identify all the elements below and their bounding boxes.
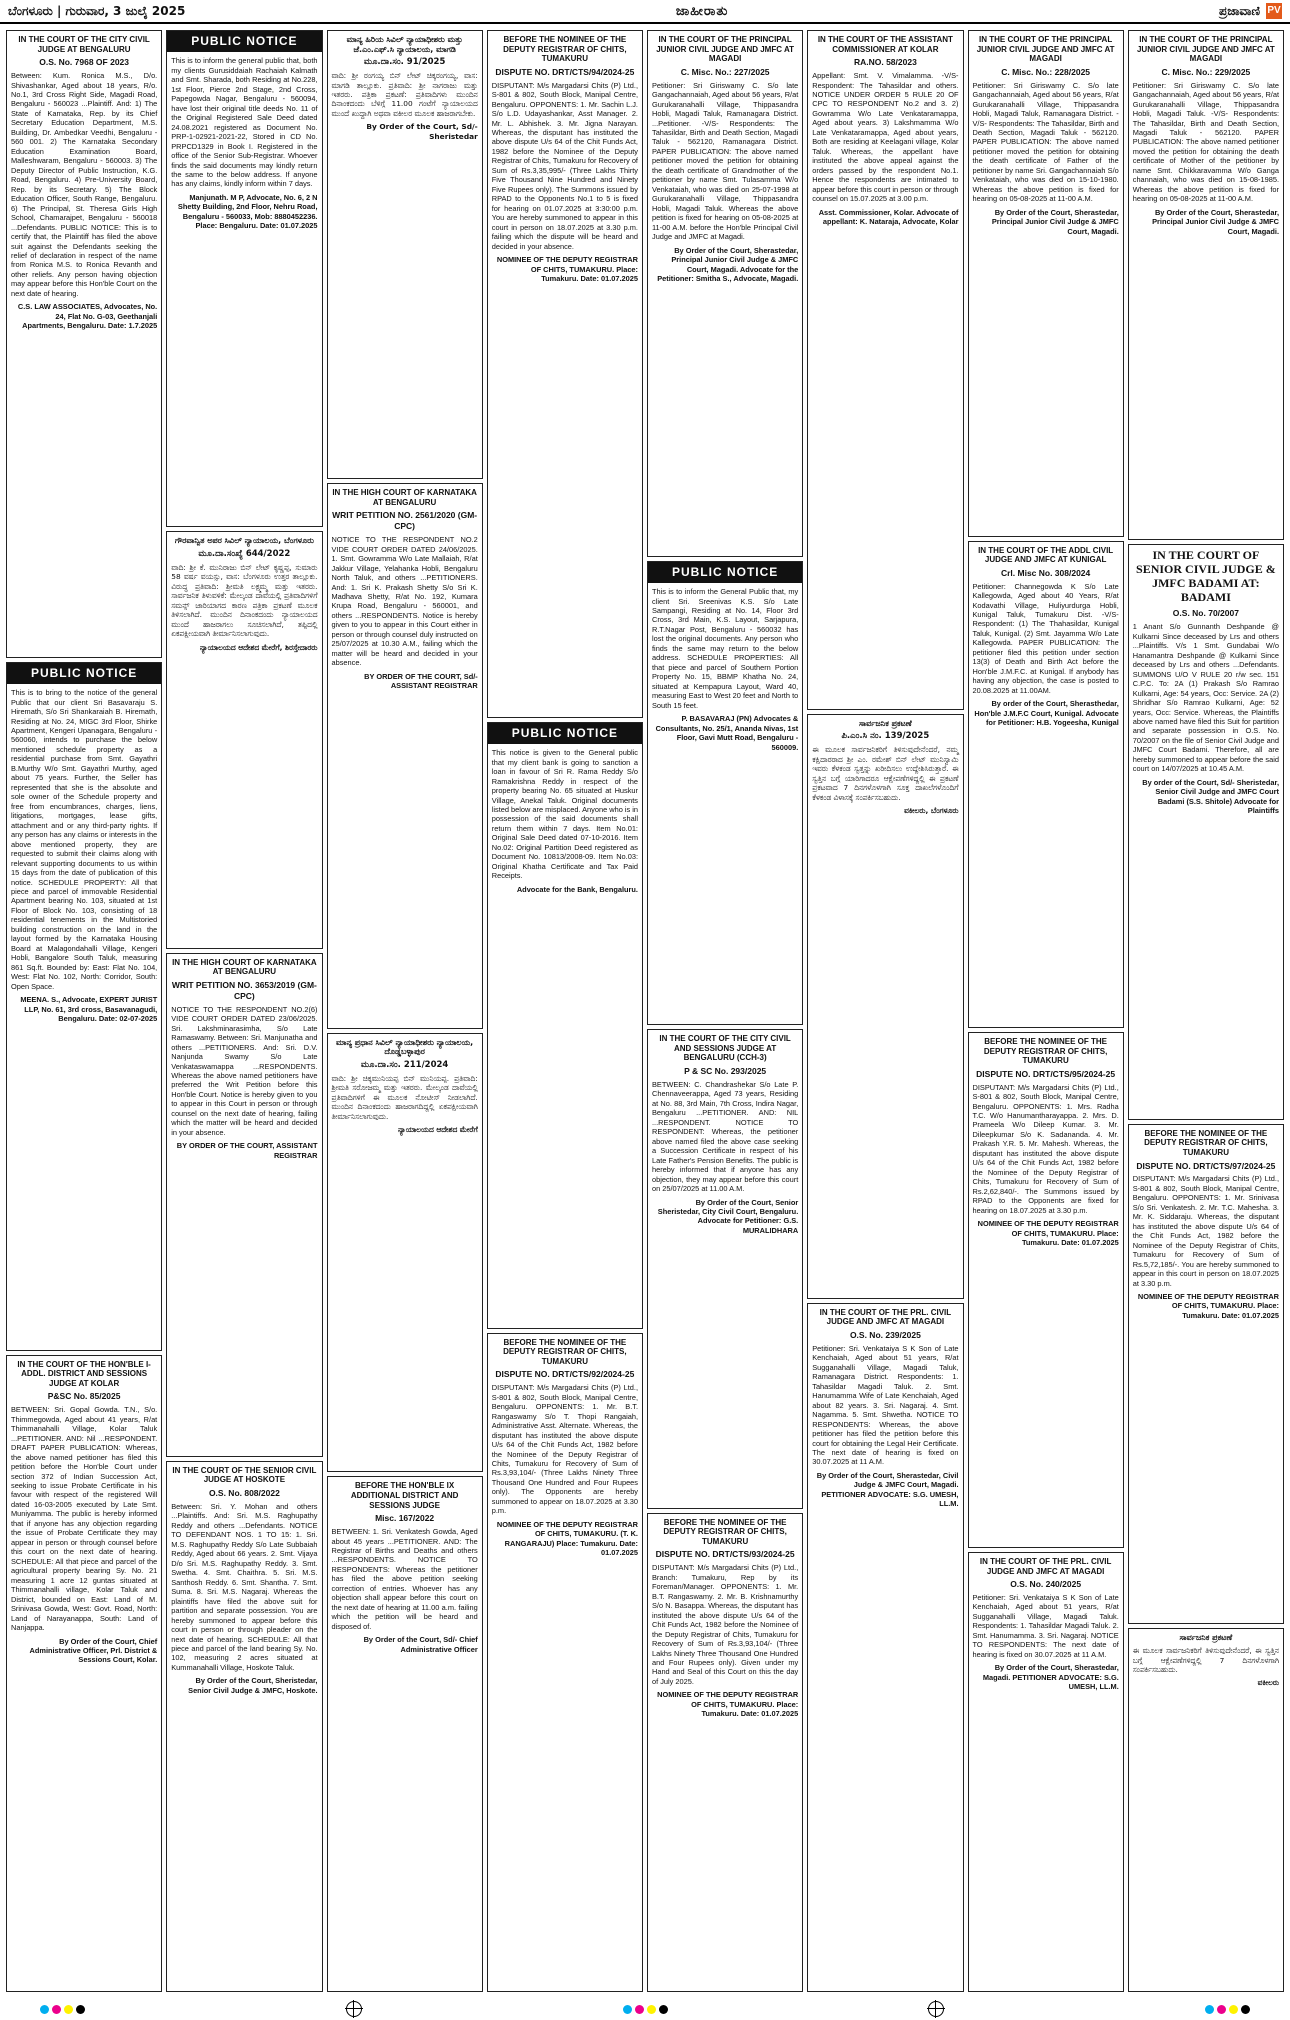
legal-notice xyxy=(327,1476,483,1992)
legal-notice xyxy=(647,1029,803,1508)
notice-heading: IN THE COURT OF THE SENIOR CIVIL JUDGE AT HOSKOTE xyxy=(172,1465,317,1485)
publication-logo-icon: PV xyxy=(1266,3,1282,19)
notice-signature: Advocate for the Bank, Bengaluru. xyxy=(516,884,638,894)
notice-banner: PUBLIC NOTICE xyxy=(7,663,161,684)
notice-heading: IN THE COURT OF THE PRL. CIVIL JUDGE AND JMFC AT MAGADI xyxy=(819,1307,952,1327)
notice-signature: By order of the Court, Sd/- Sheristedar, Senior Civil Judge and JMFC Court Badami (S.S. Shitole) Advocate for Plaintiffs xyxy=(1142,777,1279,816)
legal-notice xyxy=(166,953,322,1457)
notice-body: BETWEEN: 1. Sri. Venkatesh Gowda, Aged about 45 years ...PETITIONER. AND: The Registrar of Births and Deaths and others ...RESPONDENTS. NOTICE TO RESPONDENTS: Whereas the petitioner has filed the above petition seeking correction of entries. Whoever has any objection shall appear before this court on the next date of hearing at 11.00 a.m. failing which the petition will be heard and disposed of. xyxy=(331,1527,478,1631)
notice-body: BETWEEN: Sri. Gopal Gowda. T.N., S/o. Thimmegowda, Aged about 41 years, R/at Thimmanahalli Village, Kolar Taluk ...PETITIONER. AND: Nil ...RESPONDENT. DRAFT PAPER PUBLICATION: Whereas, the above named petitioner has filed this petition before the Hon'ble Court under section 372 of Indian Succession Act, seeking to issue Probate Certificate in his favour with respect of the registered Will dated 16-03-2005 executed by Late Smt. Muniyamma. The public is hereby informed that if anyone has any objection regarding the issue of Probate Certificate they may appear in person or through counsel before this court on the next date of hearing. SCHEDULE: All that piece and parcel of the agricultural property bearing Sy. No. 21 measuring 1 acre 12 guntas situated at Thimmanahalli village, Kolar Taluk and District, bounded on East: Land of M. Srinivasa Gowda, West: Govt. Road, North: Land of Narayanappa, South: Land of Nanjappa. xyxy=(11,1405,158,1633)
notice-signature: ನ್ಯಾಯಾಲಯದ ಆದೇಶದ ಮೇರೆಗೆ, ಶಿರಸ್ತೇದಾರರು xyxy=(199,642,318,652)
notice-signature: MEENA. S., Advocate, EXPERT JURIST LLP, No. 61, 3rd cross, Basavanagudi, Bengaluru. Date: 02-07-2025 xyxy=(20,995,158,1024)
legal-notice xyxy=(968,541,1124,1028)
legal-notice xyxy=(1128,1124,1284,1625)
print-registration-marks xyxy=(0,1998,1290,2020)
legal-notice xyxy=(647,30,803,557)
notice-signature: NOMINEE OF THE DEPUTY REGISTRAR OF CHITS, TUMAKURU. Place: Tumakuru. Date: 01.07.2025 xyxy=(1137,1292,1279,1320)
notice-heading: IN THE COURT OF THE CITY CIVIL JUDGE AT BENGALURU xyxy=(18,35,150,54)
case-number: P & SC No. 293/2025 xyxy=(684,1066,767,1077)
notice-heading: IN THE COURT OF THE PRINCIPAL JUNIOR CIVIL JUDGE AND JMFC AT MAGADI xyxy=(976,35,1115,64)
notice-heading: IN THE COURT OF THE PRINCIPAL JUNIOR CIVIL JUDGE AND JMFC AT MAGADI xyxy=(1136,35,1275,64)
notice-body: Petitioner: Sri Giriswamy C. S/o late Gangachannaiah, Aged about 56 years, R/at Gurukaranahalli Village, Thippasandra Hobli, Magadi Taluk, Ramanagara District. ...Petitioner. -V/S- Respondents: The Tahasildar, Birth and Death Section, Magadi Taluk - 562120, Ramanagara District. PAPER PUBLICATION: The above named petitioner moved the petition for obtaining the death certificate of Grandmother of the petitioner by name Smt. Tulasamma W/o Venkataiah, who was died on 25-07-1998 at Gurukaranahalli Village, Thippasandra Hobli, Magadi Taluk. Whereas the above petition is fixed for hearing on 05-08-2025 at 11-00 A.M. before the Hon'ble Principal Civil Judge and JMFC at Magadi. xyxy=(652,80,799,242)
notice-heading: BEFORE THE NOMINEE OF THE DEPUTY REGISTRAR OF CHITS, TUMAKURU xyxy=(503,1337,627,1366)
case-number: WRIT PETITION NO. 3653/2019 (GM-CPC) xyxy=(171,979,317,1001)
notice-signature: Asst. Commissioner, Kolar. Advocate of appellant: K. Nataraja, Advocate, Kolar xyxy=(818,207,959,227)
notice-heading: IN THE HIGH COURT OF KARNATAKA AT BENGALURU xyxy=(332,488,477,507)
notice-body: Petitioner: Sri. Venkataiya S K Son of Late Kenchaiah, Aged about 51 years, R/at Sugganahalli Village, Magadi Taluk. Respondents: 1. Tahasildar Magadi Taluk. 2. Smt. Hanumamma. 3. Sri. Nagaraj. NOTICE TO RESPONDENTS: The next date of hearing is fixed on 30.07.2025 at 11 A.M. xyxy=(972,1592,1119,1659)
color-bar-center xyxy=(623,2005,668,2014)
notice-heading: ಮಾನ್ಯ ಪ್ರಧಾನ ಸಿವಿಲ್ ನ್ಯಾಯಾಧೀಶರು ನ್ಯಾಯಾಲಯ, ದೊಡ್ಡಬಳ್ಳಾಪುರ xyxy=(336,1037,474,1057)
case-number: ಪಿ.ಎಂ.ಸಿ ನಂ. 139/2025 xyxy=(841,731,930,742)
notice-body: ಈ ಮೂಲಕ ಸಾರ್ವಜನಿಕರಿಗೆ ತಿಳಿಸುವುದೇನೆಂದರೆ, ನಮ್ಮ ಕಕ್ಷಿದಾರರಾದ ಶ್ರೀ ಎಂ. ರಮೇಶ್ ಬಿನ್ ಲೇಟ್ ಮುನಿಸ್ವಾಮಿ ಇವರು ಕೆಳಕಂಡ ಸ್ವತ್ತನ್ನು ಖರೀದಿಸಲು ಉದ್ದೇಶಿಸಿರುತ್ತಾರೆ. ಈ ಸ್ವತ್ತಿನ ಬಗ್ಗೆ ಯಾರಿಗಾದರೂ ಆಕ್ಷೇಪಣೆಗಳಿದ್ದಲ್ಲಿ ಈ ಪ್ರಕಟಣೆ ಪ್ರಕಟವಾದ 7 ದಿನಗಳೊಳಗಾಗಿ ಸೂಕ್ತ ದಾಖಲೆಗಳೊಂದಿಗೆ ಕೆಳಕಂಡ ವಿಳಾಸಕ್ಕೆ ಸಂಪರ್ಕಿಸಬಹುದು. xyxy=(812,745,959,802)
notice-body: Petitioner: Sri Giriswamy C. S/o late Gangachannaiah, Aged about 56 years, R/at Gurukaranahalli Village, Thippasandra Hobli, Magadi Taluk, Ramanagara District. -V/S- Respondents: The Tahasildar, Birth and Death Section, Magadi Taluk - 562120. PAPER PUBLICATION: The above named petitioner moved the petition for obtaining the death certificate of Father of the petitioner by name Sri. Gangachannaiah S/o Venkataiah, who was died on 15-10-1980. Whereas the above petition is fixed for hearing on 05-08-2025 at 11-00 A.M. xyxy=(972,80,1119,204)
notice-body: DISPUTANT: M/s Margadarsi Chits (P) Ltd., S-801 & 802, South Block, Manipal Centre, Bengaluru. OPPONENTS: 1. Mr. B.T. Rangaswamy S/o T. Thopi Rangaiah, Administrative Asst. Alternate. Whereas, the disputant has instituted the above dispute U/s 64 of the Chit Funds Act, 1982 before the Nominee of the Deputy Registrar of Chits, Tumakuru for Recovery of Sum of Rs.3,93,104/- (Three Lakhs Ninety Three Thousand One Hundred and Four Rupees only). The Opponents are hereby summoned to appear on 18.07.2025 at 3.30 p.m. xyxy=(491,1383,638,1516)
notice-signature: By Order of the Court, Sheristedar, Senior Civil Judge & JMFC, Hoskote. xyxy=(188,1676,318,1695)
notice-heading: IN THE COURT OF THE PRL. CIVIL JUDGE AND JMFC AT MAGADI xyxy=(979,1556,1112,1576)
masthead xyxy=(0,0,1290,24)
publication-name xyxy=(1219,3,1282,19)
notice-heading: BEFORE THE NOMINEE OF THE DEPUTY REGISTRAR OF CHITS, TUMAKURU xyxy=(503,35,627,64)
notice-body: DISPUTANT: M/s Margadarsi Chits (P) Ltd., S-801 & 802, South Block, Manipal Centre, Bengaluru. OPPONENTS: 1. Mr. Sachin L.J. S/o L.D. Udayashankar, Asst Manager. 2. Mr. L. Abhishek. 3. Mr. Jigna Narayan. Whereas, the disputant has instituted the above dispute U/s 64 of the Chit Funds Act, 1982 before the Nominee of the Deputy Registrar of Chits, Tumakuru for Recovery of Sum of Rs.3,35,995/- (Three Lakhs Thirty Five Thousand Nine Hundred and Ninety Five Rupees only). The Summons issued by RPAD to the Opponents No.1 to 5 is fixed for hearing on 01.07.2025 at 3:30:00 p.m. You are hereby summoned to appear in this court in person on 18.07.2025 at 3.30 p.m. failing which the dispute will be heard and decided in your absence. xyxy=(491,80,638,251)
notice-signature: By Order of the Court, Sherastedar, Civil Judge & JMFC Court, Magadi. PETITIONER ADVOCATE: S.G. UMESH, LL.M. xyxy=(816,1470,959,1509)
notice-body: Between: Kum. Ronica M.S., D/o. Shivashankar, Aged about 18 years, R/o. No.1, 3rd Cross Right Side, Magadi Road, Bengaluru - 560023 ...Plaintiff. And: 1) The State of Karnataka, Rep. by its Chief Secretary Education Department, M.S. Building, Dr. Ambedkar Veedhi, Bengaluru - 560 001. 2) The Karnataka Secondary Education Examination Board, Malleshwaram, Bengaluru - 560003. 3) The Deputy Director of Public Instruction, K.G. Road, Bengaluru. 4) Pre-University Board, Rep. by its Secretary. 5) The Block Education Officer, South Range, Bengaluru. 6) The Principal, St. Theresa Girls High School, Chamarajpet, Bengaluru - 560018 ...Defendants. PUBLIC NOTICE: This is to certify that, the Plaintiff has filed the above suit against the Defendants seeking the relief of declaration in respect of the name from Ronica M.S. to Ronica Revanth and other reliefs. Any person having objection may appear before this Hon'ble Court on the next date of hearing. xyxy=(11,71,158,298)
legal-notice xyxy=(1128,1628,1284,1992)
legal-notice xyxy=(6,662,162,1351)
column-8 xyxy=(1128,30,1284,1992)
notice-heading: ಸಾರ್ವಜನಿಕ ಪ್ರಕಟಣೆ xyxy=(859,718,912,728)
notice-body: ಈ ಮೂಲಕ ಸಾರ್ವಜನಿಕರಿಗೆ ತಿಳಿಸುವುದೇನೆಂದರೆ, ಈ ಸ್ವತ್ತಿನ ಬಗ್ಗೆ ಆಕ್ಷೇಪಣೆಗಳಿದ್ದಲ್ಲಿ 7 ದಿನಗಳೊಳಗಾಗಿ ಸಂಪರ್ಕಿಸಬಹುದು. xyxy=(1132,1646,1279,1674)
notice-body: Petitioner: Channegowda K S/o Late Kallegowda, Aged about 40 Years, R/at Kodavathi Village, Huliyurdurga Hobli, Kunigal Taluk, Tumakuru Dist. -V/S- Respondent: (1) The Thahasildar, Kunigal Taluk, Kunigal. (2) Smt. Jayamma W/o Late Kallegowda. PAPER PUBLICATION: The petitioner filed this petition under section 13(3) of Death and Birth Act before the Hon'ble J.M.F.C. at Kunigal. If anybody has having any objection, the case is posted to 20.08.2025 at 11.00AM. xyxy=(972,581,1119,695)
publication-label: ಪ್ರಜಾವಾಣಿ xyxy=(1219,3,1260,18)
legal-notice xyxy=(968,30,1124,537)
case-number: C. Misc. No.: 229/2025 xyxy=(1161,66,1251,77)
notice-heading: ಸಾರ್ವಜನಿಕ ಪ್ರಕಟಣೆ xyxy=(1179,1633,1233,1643)
date-line: ಬೆಂಗಳೂರು | ಗುರುವಾರ, 3 ಜುಲೈ 2025 xyxy=(8,3,186,18)
notice-signature: By Order of the Court, Sd/- Chief Administrative Officer xyxy=(363,1635,478,1654)
notice-banner: PUBLIC NOTICE xyxy=(167,31,321,52)
legal-notice xyxy=(1128,30,1284,540)
crosshair-icon xyxy=(346,2001,362,2017)
notice-body: This is to inform the general public that, both my clients Gurusiddaiah Rachaiah Kalmath and Smt. Sharada, both Residing at No.228, 1st Floor, Pierce 2nd Stage, 2nd Cross, Papegowda Nagar, Bengaluru - 560094, have lost their original title deeds No. 11 of the Original Registered Sale Deed dated 24.08.2021 registered as Document No. PRP-1-02921-2021-22, Stored in CD No. PRPCD1329 in Book I. Registered in the office of the Senior Sub-Registrar. Whoever finds the said documents may kindly return the same to the below address. If anyone has any claims, kindly inform within 7 days. xyxy=(171,56,318,189)
column-7 xyxy=(968,30,1124,1992)
legal-notice xyxy=(327,483,483,1028)
notice-body: 1 Anant S/o Gunnanth Deshpande @ Kulkarni Since deceased by Lrs and others ...Plaintiffs. V/s 1 Smt. Gundabai W/o Hanamantra Deshpande @ Kulkarni Since deceased by Lrs and others ...Defendants. SUMMONS U/O V RULE 20 r/w sec. 151 C.P.C. To: 2A (1) Prakash S/o Ramrao Kulkarni, Age: 54 years, Occ: Service. 2A (2) Shridhar S/o Ramrao Kulkarni, Age: 52 years, Occ: Service. Whereas, the Plaintiffs above named have filed this Suit for partition and separate possession in O.S. No. 70/2007 on the file of Senior Civil Judge and JMFC Court Badami. Therefore, all are hereby summoned to appear before the said court on 14/07/2025 at 10.45 A.M. xyxy=(1132,622,1279,774)
color-bar-right xyxy=(1205,2005,1250,2014)
case-number: DISPUTE NO. DRT/CTS/97/2024-25 xyxy=(1136,1160,1276,1171)
notice-heading: IN THE COURT OF THE CITY CIVIL AND SESSIONS JUDGE AT BENGALURU (CCH-3) xyxy=(659,1034,791,1063)
legal-notice xyxy=(166,1461,322,1992)
notice-body: ವಾದಿ: ಶ್ರೀ ರಂಗಯ್ಯ ಬಿನ್ ಲೇಟ್ ಚಿಕ್ಕರಂಗಯ್ಯ, ವಾಸ: ಮಾಗಡಿ ತಾಲ್ಲೂಕು. ಪ್ರತಿವಾದಿ: ಶ್ರೀ ನಾಗರಾಜು ಮತ್ತು ಇತರರು. ಪತ್ರಿಕಾ ಪ್ರಕಟಣೆ: ಪ್ರತಿವಾದಿಗಳು ಮುಂದಿನ ದಿನಾಂಕದಂದು ಬೆಳಿಗ್ಗೆ 11.00 ಗಂಟೆಗೆ ನ್ಯಾಯಾಲಯದ ಮುಂದೆ ಖುದ್ದಾಗಿ ಅಥವಾ ವಕೀಲರ ಮೂಲಕ ಹಾಜರಾಗಬೇಕು. xyxy=(331,71,478,118)
notice-body: This is to inform the General Public that, my client Sri. Sreenivas K.S. S/o Late Sampangi, Residing at No. 14, Floor 3rd Cross, 3rd Main, K.S. Layout, Sarjapura, R.T.Nagar Post, Bengaluru - 560032 has lost the original documents. Any person who finds the same may return to the below address. SCHEDULE PROPERTIES: All that piece and parcel of Southern Portion Property No. 15, BBMP Khatha No. 24, situated at Kempapura Layout, Ward 40, measuring East to West 20 feet and North to South 15 feet. xyxy=(652,587,799,710)
notice-signature: ವಕೀಲರು xyxy=(1257,1678,1279,1688)
notice-heading: BEFORE THE HON'BLE IX ADDITIONAL DISTRICT AND SESSIONS JUDGE xyxy=(350,1481,459,1510)
notice-signature: By Order of the Court, Sherastedar, Principal Junior Civil Judge & JMFC Court, Magadi. Advocate for the Petitioner: Smitha S., Advocate, Magadi. xyxy=(657,245,799,284)
notice-body: This notice is given to the General public that my client bank is going to sanction a loan in favour of Sri R. Rama Reddy S/o Ramakrishna Reddy in respect of the property bearing No. 65 situated at Huskur Village, Anekal Taluk. Original documents listed below are misplaced. Anyone who is in possession of the said documents shall return them within 7 days. Item No.01: Original Sale Deed dated 07-10-2016. Item No.02: Original Partition Deed registered as Document No. 10813/2008-09. Item No.03: Original Khatha Certificate and Tax Paid Receipts. xyxy=(491,748,638,881)
notice-body: ವಾದಿ: ಶ್ರೀ ಚಿಕ್ಕಮುನಿಯಪ್ಪ ಬಿನ್ ಮುನಿಯಪ್ಪ. ಪ್ರತಿವಾದಿ: ಶ್ರೀಮತಿ ಸರೋಜಮ್ಮ ಮತ್ತು ಇತರರು. ಮೇಲ್ಕಂಡ ದಾವೆಯಲ್ಲಿ ಪ್ರತಿವಾದಿಗಳಿಗೆ ಈ ಮೂಲಕ ನೋಟೀಸ್ ನೀಡಲಾಗಿದೆ. ಮುಂದಿನ ದಿನಾಂಕದಂದು ಹಾಜರಾಗದಿದ್ದಲ್ಲಿ ಏಕಪಕ್ಷೀಯವಾಗಿ ತೀರ್ಮಾನಿಸಲಾಗುವುದು. xyxy=(331,1073,478,1121)
case-number: O.S. No. 239/2025 xyxy=(849,1329,921,1340)
column-1 xyxy=(6,30,162,1992)
column-2 xyxy=(166,30,322,1992)
legal-notice xyxy=(487,722,643,1329)
notice-heading: IN THE COURT OF SENIOR CIVIL JUDGE & JMFC BADAMI AT: BADAMI xyxy=(1136,548,1276,604)
notice-signature: Manjunath. M P, Advocate, No. 6, 2 N Shetty Building, 2nd Floor, Nehru Road, Bengaluru - 560033, Mob: 8880452236. Place: Bengaluru. Date: 01.07.2025 xyxy=(177,192,318,231)
notice-heading: BEFORE THE NOMINEE OF THE DEPUTY REGISTRAR OF CHITS, TUMAKURU xyxy=(1144,1128,1268,1157)
legal-notice xyxy=(166,531,322,948)
legal-notice xyxy=(968,1552,1124,1992)
case-number: ಮೂ.ದಾ.ಸಂ. 91/2025 xyxy=(363,57,446,68)
notice-body: Between: Sri. Y. Mohan and others ...Plaintiffs. And: Sri. M.S. Raghupathy Reddy and others ...Defendants. NOTICE TO DEFENDANT NOS. 1 TO 15: 1. Sri. M.S. Raghupathy Reddy S/o Late Subbaiah Reddy, Aged about 66 years. 2. Smt. Vijaya D/o Sri. M.S. Raghupathy Reddy. 3. Smt. Swetha. 4. Smt. Chaithra. 5. Sri. M.S. Santhosh Reddy. 6. Smt. Shantha. 7. Smt. Suma. 8. Sri. M.S. Nagaraj. Whereas the plaintiffs have filed the above suit for partition and separate possession. You are hereby summoned to appear before this court in person or through pleader on the next date of hearing. SCHEDULE: All that piece and parcel of the land bearing Sy. No. 102, measuring 2 acres situated at Kummanahalli Village, Hoskote Taluk. xyxy=(171,1501,318,1672)
legal-notice xyxy=(6,30,162,658)
column-4 xyxy=(487,30,643,1992)
column-6 xyxy=(807,30,963,1992)
notice-banner: PUBLIC NOTICE xyxy=(648,562,802,583)
case-number: DISPUTE NO. DRT/CTS/95/2024-25 xyxy=(976,1068,1116,1079)
notice-signature: P. BASAVARAJ (PN) Advocates & Consultants, No. 25/1, Ananda Nivas, 1st Floor, Gavi Mutt Road, Bengaluru - 560009. xyxy=(655,714,799,752)
notice-body: Appellant: Smt. V. Vimalamma. -V/S- Respondent: The Tahasildar and others. NOTICE UNDER ORDER 5 RULE 20 OF CPC TO RESPONDENT No.2 and 3. 2) Gowramma W/o Late Venkataramappa, Aged about years. 3) Lakshmamma W/o Late Venkataramappa, Aged about years, Both are residing at Keelagani village, Kolar Taluk. Whereas, the appellant have instituted the above appeal against the orders passed by the respondent No.1. Hence the respondents are intimated to appear before this court in person or through counsel on 15.07.2025 at 3.00 p.m. xyxy=(812,71,959,204)
notice-signature: By Order of the Court, Sd/- Sheristedar xyxy=(366,122,478,141)
column-5 xyxy=(647,30,803,1992)
legal-notice xyxy=(647,1513,803,1992)
notice-signature: NOMINEE OF THE DEPUTY REGISTRAR OF CHITS, TUMAKURU. Place: Tumakuru. Date: 01.07.2025 xyxy=(977,1219,1119,1248)
notice-heading: IN THE COURT OF THE ADDL CIVIL JUDGE AND JMFC AT KUNIGAL xyxy=(978,545,1114,565)
notice-signature: By Order of the Court, Sherastedar, Principal Junior Civil Judge & JMFC Court, Magadi. xyxy=(1152,207,1279,236)
notice-signature: By Order of the Court, Chief Administrative Officer, Prl. District & Sessions Court, Kolar. xyxy=(29,1636,158,1665)
notice-signature: NOMINEE OF THE DEPUTY REGISTRAR OF CHITS, TUMAKURU. Place: Tumakuru. Date: 01.07.2025 xyxy=(657,1690,799,1719)
notice-body: DISPUTANT: M/s Margadarsi Chits (P) Ltd., S-801 & 802, South Block, Manipal Centre, Bengaluru. OPPONENTS: 1. Mrs. Radha T.C. W/o Hanumantharayappa. 2. Mrs. D. Prameela W/o Dileep Kumar. 3. Mr. Dileepkumar S/o K. Sadananda. 4. Mr. Prakash Y.R. 5. Mr. Mahesh. Whereas, the disputant has instituted the above dispute U/s 64 of the Chit Funds Act, 1982 before the Nominee of the Deputy Registrar of Chits, Tumakuru for Recovery of Sum of Rs.2,62,840/-. The Summons issued by RPAD to the Opponents are fixed for hearing on 18.07.2025 at 3.30 p.m. xyxy=(972,1082,1119,1215)
notice-body: ವಾದಿ: ಶ್ರೀ ಕೆ. ಮುನಿರಾಜು ಬಿನ್ ಲೇಟ್ ಕೃಷ್ಣಪ್ಪ, ಸುಮಾರು 58 ವರ್ಷ ವಯಸ್ಸು, ವಾಸ: ಬೆಂಗಳೂರು ಉತ್ತರ ತಾಲ್ಲೂಕು. ವಿರುದ್ಧ ಪ್ರತಿವಾದಿ: ಶ್ರೀಮತಿ ಲಕ್ಷ್ಮಮ್ಮ ಮತ್ತು ಇತರರು. ಸಾರ್ವಜನಿಕ ತಿಳುವಳಿಕೆ: ಮೇಲ್ಕಂಡ ದಾವೆಯಲ್ಲಿ ಪ್ರತಿವಾದಿಗಳಿಗೆ ಸಮನ್ಸ್ ಜಾರಿಯಾಗದ ಕಾರಣ ಪತ್ರಿಕಾ ಪ್ರಕಟಣೆ ಮೂಲಕ ತಿಳಿಸಲಾಗಿದೆ. ಮುಂದಿನ ದಿನಾಂಕದಂದು ನ್ಯಾಯಾಲಯದ ಮುಂದೆ ಹಾಜರಾಗಲು ಸೂಚಿಸಲಾಗಿದೆ, ತಪ್ಪಿದಲ್ಲಿ ಏಕಪಕ್ಷೀಯವಾಗಿ ತೀರ್ಮಾನಿಸಲಾಗುವುದು. xyxy=(171,562,318,639)
notice-signature: ನ್ಯಾಯಾಲಯದ ಆದೇಶದ ಮೇರೆಗೆ xyxy=(398,1125,478,1134)
notice-body: Petitioner: Sri. Venkataiya S K Son of Late Kenchaiah, Aged about 51 years, R/at Sugganahalli Village, Magadi Taluk, Ramanagara District. Respondents: 1. Tahasildar Magadi Taluk. 2. Smt. Hanumamma Wife of Late Kenchaiah, Aged about 82 years. 3. Sri. Nagaraj. 4. Smt. Nagamma. 5. Smt. Shwetha. NOTICE TO RESPONDENTS: Whereas, the above petitioner has filed the petition before this court for obtaining the Legal Heir Certificate. The next date of hearing is fixed on 30.07.2025 at 11 A.M. xyxy=(812,1343,959,1467)
notice-signature: NOMINEE OF THE DEPUTY REGISTRAR OF CHITS, TUMAKURU. Place: Tumakuru. Date: 01.07.2025 xyxy=(496,255,638,284)
crosshair-icon xyxy=(928,2001,944,2017)
case-number: DISPUTE NO. DRT/CTS/94/2024-25 xyxy=(495,66,635,77)
legal-notice xyxy=(807,1303,963,1992)
notice-heading: IN THE HIGH COURT OF KARNATAKA AT BENGALURU xyxy=(172,957,317,977)
legal-notice xyxy=(327,30,483,479)
notice-heading: ಗೌರವಾನ್ವಿತ ಅಪರ ಸಿವಿಲ್ ನ್ಯಾಯಾಲಯ, ಬೆಂಗಳೂರು xyxy=(174,536,314,546)
notice-signature: By order of the Court, Sherasthedar, Hon'ble J.M.F.C Court, Kunigal. Advocate for Petitioner: H.B. Yogeesha, Kunigal xyxy=(974,699,1119,728)
notice-body: DISPUTANT: M/s Margadarsi Chits (P) Ltd., S-801 & 802, South Block, Manipal Centre, Bengaluru. OPPONENTS: 1. Mr. Srinivasa S/o Sri. Venkatesh. 2. Mr. T.C. Mahesha. 3. Mr. K. Siddaraju. Whereas, the disputant has instituted the above dispute U/s 64 of the Chit Funds Act, 1982 before the Nominee of the Deputy Registrar of Chits, Tumakuru for Recovery of Sum of Rs.5,72,185/-. You are hereby summoned to appear in this court in person on 18.07.2025 at 3.30 p.m. xyxy=(1132,1174,1279,1288)
case-number: C. Misc. No.: 227/2025 xyxy=(680,66,770,77)
notice-body: NOTICE TO THE RESPONDENT NO.2(6) VIDE COURT ORDER DATED 23/06/2025. Sri. Lakshminarasimha, S/o Late Ramaswamy. Between: Sri. Manjunatha and others ...PETITIONERS. And: Sri. D.V. Nanjunda Swamy S/o Late Venkataswamappa ...RESPONDENTS. Whereas the above named petitioners have preferred the Writ Petition before this Hon'ble Court. Notice is hereby given to you to appear in this Court in person or through counsel on the next date of hearing, failing which the matter will be heard and decided in your absence. xyxy=(171,1004,318,1137)
case-number: RA.NO. 58/2023 xyxy=(853,57,917,68)
case-number: ಮೂ.ದಾ.ಸಂ. 211/2024 xyxy=(360,1059,449,1070)
legal-notice xyxy=(647,561,803,1026)
legal-notice xyxy=(807,714,963,1299)
section-title: ಜಾಹೀರಾತು xyxy=(675,3,729,19)
case-number: O.S. No. 808/2022 xyxy=(208,1488,280,1499)
notice-heading: IN THE COURT OF THE PRINCIPAL JUNIOR CIVIL JUDGE AND JMFC AT MAGADI xyxy=(656,35,795,64)
legal-notice xyxy=(166,30,322,527)
notice-heading: BEFORE THE NOMINEE OF THE DEPUTY REGISTRAR OF CHITS, TUMAKURU xyxy=(983,1036,1108,1066)
notice-signature: ವಕೀಲರು, ಬೆಂಗಳೂರು xyxy=(904,806,959,816)
notice-body: DISPUTANT: M/s Margadarsi Chits (P) Ltd., Branch: Tumakuru, Rep by its Foreman/Manager. OPPONENTS: 1. Mr. B.T. Rangaswamy. 2. Mr. B. Krishnamurthy S/o N. Basappa. Whereas, the disputant has instituted the above dispute U/s 64 of the Chit Funds Act, 1982 before the Nominee of the Deputy Registrar of Chits, Tumakuru for Recovery of Sum of Rs.3,93,104/- (Three Lakhs Ninety Three Thousand One Hundred and Four Rupees only). Given under my Hand and Seal of this Court on this the day of July 2025. xyxy=(652,1563,799,1686)
notice-banner: PUBLIC NOTICE xyxy=(488,723,642,744)
notice-heading: BEFORE THE NOMINEE OF THE DEPUTY REGISTRAR OF CHITS, TUMAKURU xyxy=(663,1517,787,1546)
notice-body: This is to bring to the notice of the general Public that our client Sri Basavaraju S. Hiremath, S/o Sri Shankaraiah B. Hiremath, Residing at No. 24, MIGC 3rd Floor, Shirke Apartment, Kengeri Upanagara, Bengaluru - 560060, intends to purchase the below mentioned schedule property as a residential purchase from Smt. Gayathri B.Murthy W/o Smt. Gayathri Murthy, aged about 75 years. Further, the Seller has represented that she is the absolute and sole owner of the Schedule property and free from encumbrances, charges, liens, litigations, mortgages, lease gifts, attachment and or any third-party rights. If any person has any claims or interests in the above mentioned property, they are requested to submit their claims along with relevant supporting documents to us within 15 days from the date of publication of this notice. SCHEDULE PROPERTY: All that piece and parcel of immovable Residential Apartment bearing No. 103, situated at 1st Floor of Block No. 103, consisting of 18 residential tenements in the Multistoried building construction on the land in the layout formed by the Karnataka Housing Board at Malagondahalli Village, Kengeri Hobli, Bangalore South Taluk, measuring 861 Sq.ft. Bounded by: East: Flat No. 104, West: Flat No. 102, North: Corridor, South: Open Space. xyxy=(11,688,158,991)
legal-notice xyxy=(6,1355,162,1992)
legal-notice xyxy=(1128,544,1284,1120)
notice-heading: IN THE COURT OF THE HON'BLE I-ADDL. DISTRICT AND SESSIONS JUDGE AT KOLAR xyxy=(17,1359,151,1388)
legal-notice xyxy=(327,1033,483,1473)
case-number: Misc. 167/2022 xyxy=(375,1513,435,1524)
notice-columns xyxy=(6,30,1284,1992)
notice-signature: By Order of the Court, Sherastedar, Principal Junior Civil Judge & JMFC Court, Magadi. xyxy=(991,207,1119,236)
legal-notice xyxy=(487,30,643,718)
notice-signature: NOMINEE OF THE DEPUTY REGISTRAR OF CHITS, TUMAKURU. (T. K. RANGARAJU) Place: Tumakuru. Date: 01.07.2025 xyxy=(496,1519,638,1558)
notice-signature: BY ORDER OF THE COURT, ASSISTANT REGISTRAR xyxy=(176,1141,318,1160)
legal-notice xyxy=(487,1333,643,1992)
legal-notice xyxy=(968,1032,1124,1548)
notice-body: BETWEEN: C. Chandrashekar S/o Late P. Chennaveerappa, Aged 73 years, Residing at No. 88, 3rd Main, 7th Cross, Indira Nagar, Bengaluru ...PETITIONER. AND: NIL ...RESPONDENT. NOTICE TO RESPONDENT: Whereas, the petitioner above named filed the above case seeking a Succession Certificate in respect of his Late Father's Pension Benefits. The public is hereby informed that if anyone has any objection, they may appear before this court on 25/07/2025 at 11.00 A.M. xyxy=(652,1079,799,1194)
case-number: Crl. Misc No. 308/2024 xyxy=(1000,567,1091,578)
case-number: O.S. No. 240/2025 xyxy=(1010,1579,1082,1590)
notice-signature: By Order of the Court, Sherastedar, Magadi. PETITIONER ADVOCATE: S.G. UMESH, LL.M. xyxy=(982,1663,1119,1692)
notice-heading: IN THE COURT OF THE ASSISTANT COMMISSIONER AT KOLAR xyxy=(817,35,953,54)
case-number: P&SC No. 85/2025 xyxy=(47,1391,121,1402)
case-number: O.S. No. 70/2007 xyxy=(1172,608,1239,619)
notice-signature: By Order of the Court, Senior Sheristedar, City Civil Court, Bengaluru. Advocate for Petitioner: G.S. MURALIDHARA xyxy=(657,1197,799,1235)
legal-notice xyxy=(807,30,963,710)
notice-body: NOTICE TO THE RESPONDENT NO.2 VIDE COURT ORDER DATED 24/06/2025. 1. Smt. Gowramma W/o Late Mallaiah, R/at Jakkur Village, Yelahanka Hobli, Bengaluru North Taluk, and others ...PETITIONERS. And: 1. Sri K. Prakash Shetty S/o Sri K. Madhava Shetty, R/at No. 192, Kumara Krupa Road, Bengaluru - 560001, and others ...RESPONDENTS. Notice is hereby given to you to appear in this Court either in person or through counsel duly instructed on 25/07/2025 at 10.30 A.M., failing which the matter will be heard and decided in your absence. xyxy=(331,535,478,668)
case-number: ಮೂ.ದಾ.ಸಂಖ್ಯೆ 644/2022 xyxy=(198,549,291,560)
case-number: DISPUTE NO. DRT/CTS/93/2024-25 xyxy=(655,1549,795,1560)
case-number: WRIT PETITION NO. 2561/2020 (GM-CPC) xyxy=(332,510,478,532)
column-3 xyxy=(327,30,483,1992)
color-bar-left xyxy=(40,2005,85,2014)
case-number: O.S. No. 7968 OF 2023 xyxy=(39,57,129,68)
notice-signature: BY ORDER OF THE COURT, Sd/- ASSISTANT REGISTRAR xyxy=(364,671,478,691)
case-number: DISPUTE NO. DRT/CTS/92/2024-25 xyxy=(495,1369,635,1380)
notice-heading: ಮಾನ್ಯ ಹಿರಿಯ ಸಿವಿಲ್ ನ್ಯಾಯಾಧೀಶರು ಮತ್ತು ಜೆ.ಎಂ.ಎಫ್.ಸಿ ನ್ಯಾಯಾಲಯ, ಮಾಗಡಿ xyxy=(346,35,463,54)
notice-body: Petitioner: Sri Giriswamy C. S/o late Gangachannaiah, Aged about 56 years, R/at Gurukaranahalli Village, Thippasandra Hobli, Magadi Taluk. -V/S- Respondents: The Tahasildar, Birth and Death Section, Magadi Taluk - 562120. PAPER PUBLICATION: The above named petitioner moved the petition for obtaining the death certificate of Mother of the petitioner by name Smt. Chikkaravamma W/o Ganga channaiah, who was died on 15-08-1985. Whereas the above petition is fixed for hearing on 05-08-2025 at 11-00 A.M. xyxy=(1132,80,1279,204)
case-number: C. Misc. No.: 228/2025 xyxy=(1001,66,1091,77)
notice-signature: C.S. LAW ASSOCIATES, Advocates, No. 24, Flat No. G-03, Geethanjali Apartments, Bengaluru. Date: 1.7.2025 xyxy=(17,302,158,331)
